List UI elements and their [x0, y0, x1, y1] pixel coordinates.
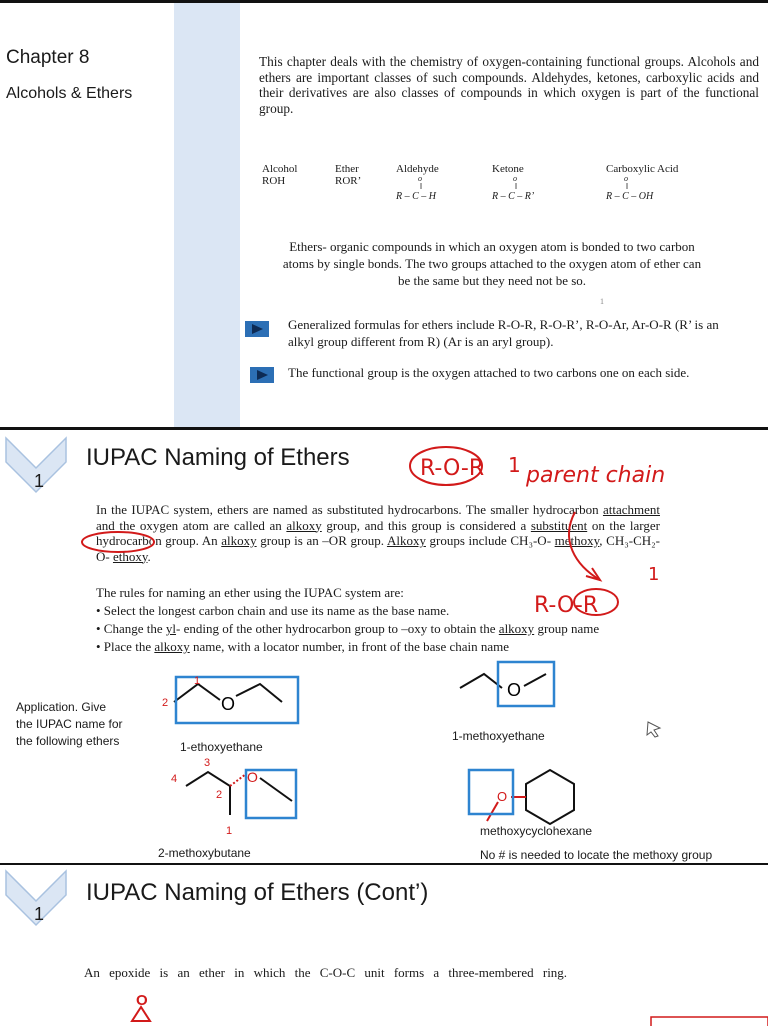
text-run: on the larger hydrocarbon group. An: [96, 517, 660, 548]
page-number: 1: [600, 297, 604, 306]
underlined-term: Alkoxy: [386, 533, 426, 548]
underlined-term: alkoxy: [154, 639, 190, 654]
bullet-functional-group: The functional group is the oxygen attached to two carbons one on each side.: [288, 365, 690, 380]
intro-paragraph: This chapter deals with the chemistry of oxygen-containing functional groups. Alcohols and ethers are important classes of such compounds. Aldehydes, ketones, carboxylic acids and their derivatives are also classes of compounds in which oxygen is part of the functional group.: [259, 54, 759, 116]
group-name: Aldehyde: [396, 163, 439, 175]
handwritten-ror: R-O-R: [534, 593, 599, 618]
text-run: group is an –OR group.: [256, 533, 387, 548]
underlined-term: ethoxy: [112, 548, 148, 564]
slide-title: IUPAC Naming of Ethers (Cont’): [86, 879, 429, 906]
text-run: and the oxygen atom are called an: [96, 517, 287, 533]
group-name: Carboxylic Acid: [606, 163, 679, 175]
chapter-subtitle: Alcohols & Ethers: [6, 85, 133, 102]
slide-chapter-8: [0, 0, 768, 430]
double-bond-icon: ‖: [420, 182, 423, 191]
underlined-term: attachment: [602, 502, 660, 517]
underlined-term: alkoxy: [286, 517, 322, 533]
bullet-arrow-icon: [250, 367, 274, 383]
group-formula: R – C – R’: [492, 191, 535, 202]
locant-label: 3: [204, 757, 211, 769]
cursor-icon: [647, 722, 660, 737]
group-formula: ROR’: [335, 175, 362, 187]
carbonyl-oxygen: o: [624, 174, 628, 183]
locant-label: 1: [194, 675, 201, 687]
answer-note: No # is needed to locate the methoxy group: [480, 848, 713, 862]
text-run: group, and this group is considered a: [321, 517, 531, 533]
group-name: Ether: [335, 163, 359, 175]
text-run: .: [147, 548, 151, 564]
application-prompt: Application. Give the IUPAC name for the following ethers: [16, 700, 123, 748]
double-bond-icon: ‖: [626, 182, 629, 191]
accent-band: [174, 3, 240, 430]
group-alcohol: [262, 163, 297, 187]
handwritten-rop: R-O-R: [420, 456, 485, 481]
oxygen-atom: O: [221, 694, 236, 714]
answer-methoxybutane: 2-methoxybutane: [158, 846, 251, 860]
annotation-box: [651, 1017, 768, 1026]
group-name: Alcohol: [262, 163, 298, 175]
group-ether: [335, 163, 361, 187]
group-ketone: [492, 163, 552, 203]
double-bond-icon: ‖: [515, 182, 518, 191]
epoxide-oxygen: O: [136, 992, 148, 1009]
text-run: - ending of the other hydrocarbon group to –oxy to obtain the: [176, 621, 499, 636]
annotation-arrow-curve: [569, 512, 600, 580]
text-run: group name: [534, 621, 600, 636]
locant-label: 2: [162, 697, 169, 709]
carbonyl-oxygen: o: [513, 174, 517, 183]
underlined-term: methoxy: [554, 533, 600, 548]
carbonyl-oxygen: o: [418, 174, 422, 183]
locant-label: 1: [226, 825, 233, 837]
group-aldehyde: [396, 163, 456, 203]
epoxide-definition: An epoxide is an ether in which the C-O-C unit forms a three-membered ring.: [84, 965, 568, 980]
text-run: • Change the: [96, 621, 166, 636]
handwritten-parent-chain: parent chain: [526, 463, 666, 488]
ethers-definition: Ethers- organic compounds in which an oxygen atom is bonded to two carbon atoms by single bonds. The two groups attached to the oxygen atom of ether can be the same but they need not be so.: [282, 239, 702, 288]
slide-iupac-naming-cont: [0, 863, 768, 1026]
group-formula: ROH: [262, 175, 286, 187]
group-carboxylic-acid: [606, 163, 706, 203]
rules-intro: The rules for naming an ether using the IUPAC system are:: [96, 585, 404, 600]
structure-methoxybutane: [186, 770, 296, 818]
bullet-arrow-icon: [245, 321, 269, 337]
slide-iupac-naming: [0, 427, 768, 866]
handwritten-prime: 1: [648, 564, 660, 585]
answer-methoxycyclohexane: methoxycyclohexane: [480, 824, 593, 838]
underlined-term: substituent: [530, 517, 588, 533]
oxygen-atom: O: [497, 789, 508, 804]
oxygen-atom: O: [507, 680, 522, 700]
underlined-term: alkoxy: [498, 621, 535, 636]
epoxide-canvas: [0, 865, 768, 1026]
slide-title: IUPAC Naming of Ethers: [86, 444, 350, 471]
group-formula: R – C – OH: [606, 191, 654, 202]
rule-item: • Select the longest carbon chain and use its name as the base name.: [96, 603, 450, 618]
text-run: • Place the: [96, 639, 155, 654]
structure-methoxycyclohexane: [469, 770, 574, 824]
slide-number: 1: [34, 904, 45, 924]
group-formula: R – C – H: [396, 191, 436, 202]
handwritten-prime: 1: [508, 453, 521, 477]
chapter-title: Chapter 8: [6, 47, 90, 68]
annotation-arrow-head: [586, 568, 600, 580]
text-run: name, with a locator number, in front of the base chain name: [189, 639, 510, 654]
locant-label: 4: [171, 773, 178, 785]
annotation-circle-substituent: [82, 532, 154, 552]
text-run: groups include CH₃-O-: [425, 533, 555, 548]
text-run: , CH₃-CH₂-O-: [96, 533, 660, 564]
structures-canvas: [0, 430, 768, 866]
epoxide-ring: [132, 1007, 150, 1021]
bullet-generalized-formulas: Generalized formulas for ethers include R-O-R, R-O-R’, R-O-Ar, Ar-O-R (R’ is an alkyl group different from R) (Ar is an aryl group).: [288, 317, 719, 349]
answer-methoxyethane: 1-methoxyethane: [452, 729, 545, 743]
text-run: In the IUPAC system, ethers are named as substituted hydrocarbons. The smaller hydrocarbon: [96, 502, 603, 517]
answer-ethoxyethane: 1-ethoxyethane: [180, 740, 263, 754]
underlined-term: yl: [165, 621, 177, 636]
group-name: Ketone: [492, 163, 524, 175]
underlined-term: alkoxy: [221, 533, 257, 548]
oxygen-atom: O: [247, 769, 258, 785]
slide-number: 1: [34, 471, 45, 491]
structure-ethoxyethane: [174, 677, 298, 723]
locant-label: 2: [216, 789, 223, 801]
